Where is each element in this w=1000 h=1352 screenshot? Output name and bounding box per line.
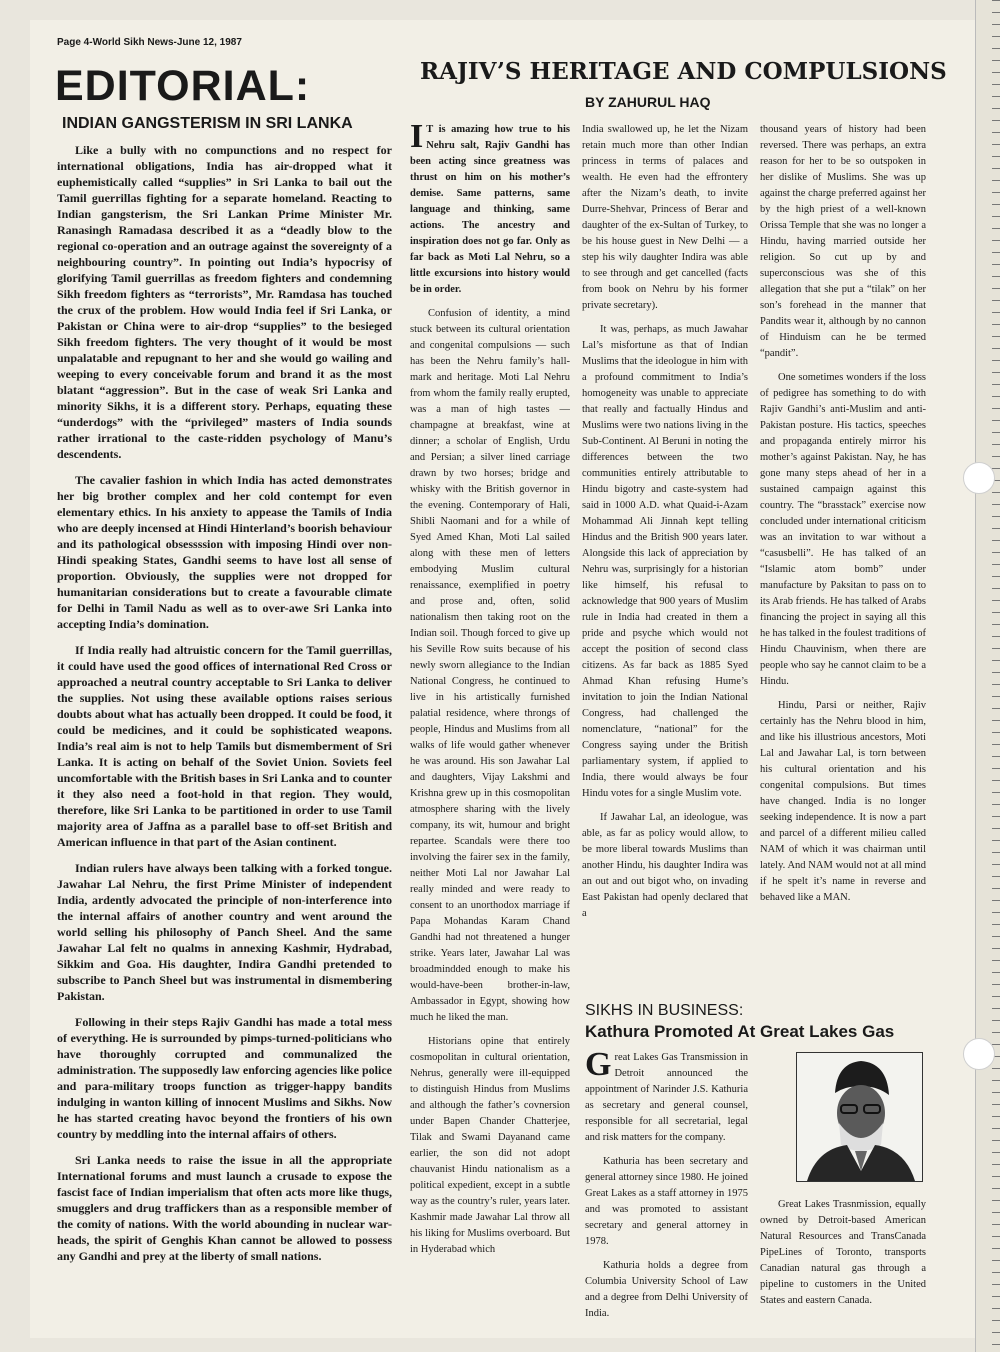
editorial-column [57,142,392,1322]
editorial-subhead: INDIAN GANGSTERISM IN SRI LANKA [62,115,353,132]
article-paragraph: One sometimes wonders if the loss of pedigree has something to do with Rajiv Gandhi’s anti-Muslim and anti-Pakistan posture. His tactics, speeches and propaganda entirely mirror his mother’s against Pakistan. Nay, he has gone many steps ahead of her in a sustained campaign against this country. The “brasstack” exercise now concluded under international criticism was an invitation to war without a “casusbelli”. He has talked of an “Islamic atom bomb” under manufacture by Paksitan to pass on to its Arab friends. He has talked of Arabs financing the project in saying all this he has talked in the foulest traditions of Hindu Chauvinism, when there are people who say he cannot claim to be a Hindu. [760,372,926,687]
punch-hole [963,462,995,494]
editorial-label: EDITORIAL: [55,62,311,110]
ruler-edge [975,0,1000,1352]
drop-cap: I [410,122,424,155]
article-paragraph: Historians opine that entirely cosmopolitan in cultural orientation, Nehrus, generally were ill-equipped to distinguish Hindus from Muslims and although the father’s covnersion under Bapen Chander Chatterjee, Tilak and Swami Dayanand came earlier, the son did not adopt chauvanist Hindu nationalism as a political expedient, except in a subtle way as the country’s ruler, years later. Kashmir made Jawahar Lal throw all his liking for Muslims overboard. But in Hyderabad which [410,1036,570,1255]
editorial-paragraph: Following in their steps Rajiv Gandhi has made a total mess of everything. He is surrounded by pimps-turned-politicians who have thoroughly corrupted and communalized the administration. The supposedly law enforcing agencies like police and para-military troops function as trigger-happy bandits indulging in wanton killing of innocent Muslims and Sikhs. Now he has started creating havoc beyond the frontiers of his own country by meddling into the internal affairs of others. [57,1015,392,1141]
lead-text: T is amazing how true to his Nehru salt, Rajiv Gandhi has been acting since greatness was thrust on him on his mother’s demise. Same patterns, same language and thinking, same actions. The ancestry and inspiration does not go far. Only as far back as Moti Lal Nehru, so a little excursions into history would be in order. [410,124,570,295]
business-column [585,1050,748,1322]
article-paragraph: thousand years of history had been reversed. There was perhaps, an extra reason for her to be so outspoken in her dislike of Muslims. She was up against the charge preferred against her by the high priest of a well-known Orissa Temple that she was no longer a Hindu, having married outside her religion. So cut up by and superconscious was she of this allegation that she put a “tilak” on her son’s forehead in the manner that Pandits wear it, although by no cannon of Hinduism can he be termed “pandit”. [760,124,926,359]
article-lead [410,122,570,298]
editorial-paragraph: Indian rulers have always been talking with a forked tongue. Jawahar Lal Nehru, the first Prime Minister of independent India, ardently advocated the principle of non-interference into the internal affairs of another country and went around the world selling his philosophy of Panch Sheel. And the same Jawahar Lal felt no qualms in annexing Kashmir, Hydrabad, Sikkim and Goa. His daughter, Indira Gandhi pretended to subscribe to Panch Sheel but was instrumental in dismembering Pakistan. [57,861,392,1003]
editorial-paragraph: If India really had altruistic concern for the Tamil guerrillas, it could have used the good offices of international Red Cross or approached a neutral country acceptable to Sri Lanka to deliver the supplies. Not using these available options raises serious doubts about what has actually been dropped. It could be food, it could be medicines, and it could be sophisticated weapons. India’s real aim is not to help Tamils but dismemberment of Sri Lanka. It is acting on behalf of the Soviet Union. Soviets feel uncomfortable with the British bases in Sri Lanka and to counter it they also need a foot-hold in that region. They would, therefore, like Sri Lanka to be partitioned in order to use Tamil majority area of Jaffna as a parallel base to off-set British and American influence in that part of the Asian continent. [57,643,392,849]
page-line: Page 4-World Sikh News-June 12, 1987 [57,37,242,48]
business-paragraph: Great Lakes Trasnmission, equally owned by Detroit-based American Natural Resources and TransCanada PipeLines of Toronto, transports Canadian natural gas through a pipeline to customers in the United States and eastern Canada. [760,1199,926,1306]
punch-hole [963,1038,995,1070]
editorial-paragraph: Like a bully with no compunctions and no respect for international obligations, India has air-dropped what it euphemistically called “supplies” in Sri Lanka to bail out the Tamil guerrillas fighting for a separate homeland. Reacting to Indian gangsterism, the Sri Lankan Prime Minister Mr. Ranasingh Ramadasa described it as a “deadly blow to the regional co-operation and an outrage against the sovereignty of a neighbouring country”. In pointing out India’s hypocrisy of glorifying Tamil guerrillas as freedom fighters and condemning Sikh freedom fighters as “terrorists”, Mr. Ramdasa has touched the crux of the problem. How would India feel if Sri Lanka, or Pakistan or China were to air-drop “supplies” to the besieged Sikh freedom fighters. The very thought of it would be most unpalatable and repugnant to her and she would go wailing and weeping to every conceivable forum and brand it as the most blatant “aggression”. But in the case of weak Sri Lanka and minority Sikhs, it is a different story. Perhaps, equating these “underdogs” with the “privileged” masters of India sounds rather irrational to the caste-ridden psychology of Manu’s descendents. [57,143,392,461]
business-column-right [760,1197,926,1322]
business-headline: Kathura Promoted At Great Lakes Gas [585,1022,895,1041]
article-paragraph: India swallowed up, he let the Nizam retain much more than other Indian princess in terms of palaces and wealth. He even had the effrontery after the Nizam’s death, to invite Durre-Shehvar, Princess of Berar and daughter of the ex-Sultan of Turkey, to be his house guest in New Delhi — a step his wily daughter Indira was able to see through and get cancelled (facts from book on Nehru by his former private secretary). [582,124,748,311]
business-section-label: SIKHS IN BUSINESS: [585,1002,744,1019]
business-paragraph: Kathuria holds a degree from Columbia University School of Law and a degree from Delhi University of India. [585,1260,748,1319]
article-paragraph: It was, perhaps, as much Jawahar Lal’s misfortune as that of Indian Muslims that the ideologue in him with a profound commitment to India’s homogeneity was unable to appreciate that really and factually Hindus and Muslims were two nations living in the Sub-Continent. Al Beruni in noting the differences between the two communities entirely attributable to Hindu bigotry and caste-system had said in 1000 A.D. what Quaid-i-Azam Mohammad Ali Jinnah kept telling Hindus and the British 900 years later. Alongside this lack of appreciation by Nehru was, surprisingly for a historian like himself, his refusal to acknowledge that 900 years of Muslim rule in India had created in them a pride and psyche which would not accept the position of second class citizens. As far back as 1885 Syed Ahmad Khan refusing Hume’s invitation to join the Indian National Congress, had challenged the nomenclature, “national” for the Congress saying under the British parliamentary system, if applied to India, there would always be four Hindu votes for a single Muslim vote. [582,324,748,799]
article-column-3 [760,122,926,957]
business-lead-text: reat Lakes Gas Transmission in Detroit announced the appointment of Narinder J.S. Kathuria as secretary and general counsel, responsible for all secretarial, legal and risk matters for the company. [585,1052,748,1143]
editorial-paragraph: The cavalier fashion in which India has acted demonstrates her big brother complex and her cold contempt for even elementary ethics. In his anxiety to appease the Tamils of India who are deeply incensed at Hindi Hinterland’s boorish behaviour and its pathological obsessssion with imposing Hindi over non-Hindi speaking States, Gandhi seems to have lost all sense of proportion. Obviously, the supplies were not dropped for humanitarian considerations but to create a favourable climate for Delhi in Tamil Nadu as well as to over-awe Sri Lanka into accepting India’s domination. [57,473,392,631]
article-paragraph: If Jawahar Lal, an ideologue, was able, as far as policy would allow, to be more liberal towards Muslims than another Hindu, his daughter Indira was an out and out bigot who, on invading East Pakistan had openly declared that a [582,812,748,919]
article-column-2 [582,122,748,957]
article-paragraph: Hindu, Parsi or neither, Rajiv certainly has the Nehru blood in him, and like his illustrious ancestors, Moti Lal and Jawahar Lal, is torn between his cultural orientation and his congenital compulsions. But times have changed. India is no longer seeking independence. It is now a part and parcel of a different milieu called NAM of which it was chairman until lately. And NAM would not at all mind if he spelt it’s name in reverse and behaved like a MAN. [760,700,926,903]
portrait-photo [796,1052,923,1182]
article-headline: RAJIV’S HERITAGE AND COMPULSIONS [420,58,947,85]
business-paragraph [585,1050,748,1146]
article-paragraph: Confusion of identity, a mind stuck between its cultural orientation and congenital compulsions — such has been the Nehru family’s hall-mark and heritage. Moti Lal Nehru from whom the family really erupted, was a man of high tastes — champagne at breakfast, wine at dinner; a scholar of English, Urdu and Persian; a silver lined carriage drawn by two horses; bridge and whisky with the British governor in the evening. Contemporary of Hali, Shibli Naomani and for a while of Syed Amed Khan, Moti Lal sailed along with these men of letters embodying Muslim cultural renaissance, exemplified in poetry and prose and, often, solid nationalism then taking root on the Indian soil. Though forced to give up his Seville Row suits because of his newly sworn allegiance to the Indian National Congress, he continued to live in his artistically furnished palatial residence, where throngs of people, Hindus and Muslims from all walks of life would gather whenever he was around. His son Jawahar Lal and daughters, Vijay Lakshmi and Krishna grew up in this cosmopolitan atmosphere sharing with the lively company, its wit, humour and bright repartee. Scandals were there too involving the fairer sex in the family, neither Moti Lal nor Jawahar Lal really minded and were ready to consent to an unorthodox marriage if Papa Mohandas Karam Chand Gandhi had not threatened a hunger strike. Years later, Jawahar Lal was broadmindded enough to make his would-have-been brother-in-law, Ambassador in Egypt, showing how much he liked the man. [410,308,570,1023]
business-paragraph: Kathuria has been secretary and general attorney since 1980. He joined Great Lakes as a staff attorney in 1975 and was promoted to assistant secretary and general attorney in 1978. [585,1156,748,1247]
article-byline: BY ZAHURUL HAQ [585,94,711,110]
editorial-paragraph: Sri Lanka needs to raise the issue in all the appropriate International forums and must launch a crusade to expose the fascist face of Indian imperialism that often acts more like thugs, smugglers and drug traffickers than as a responsible member of the comity of nations. With the world abounding in nuclear war-heads, the spirit of Genghis Khan cannot be allowed to possess any Gandhi and prey at the liberty of small nations. [57,1153,392,1263]
article-column-1 [410,122,570,1322]
drop-cap: G [585,1050,612,1083]
